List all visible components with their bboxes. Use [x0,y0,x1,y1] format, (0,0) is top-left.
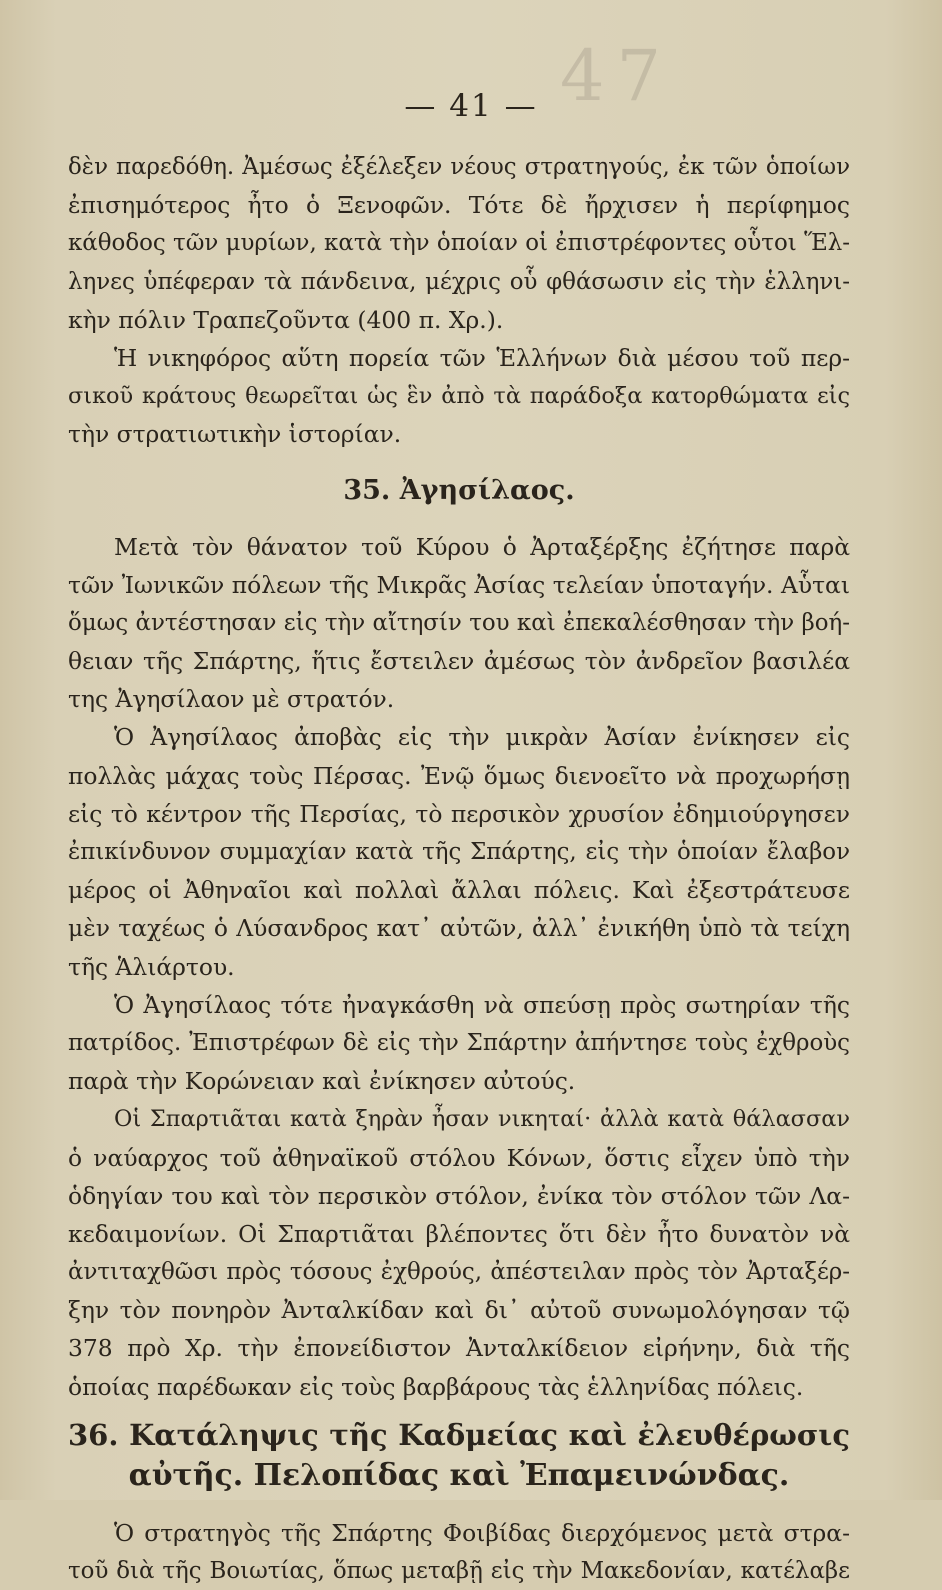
page-number: — 41 — [404,88,538,124]
text-line: Ὁ Ἀγησίλαος τότε ἠναγκάσθη νὰ σπεύσῃ πρὸς σωτηρίαν τῆς [114,990,850,1019]
text-line: ληνες ὑπέφεραν τὰ πάνδεινα, μέχρις οὗ φθάσωσιν εἰς τὴν ἑλληνι- [68,268,850,295]
section-heading: 36. Κατάληψις τῆς Καδμείας καὶ ἐλευθέρωσις [68,1417,850,1452]
text-line: μέρος οἱ Ἀθηναῖοι καὶ πολλαὶ ἄλλαι πόλεις. Καὶ ἐξεστράτευσε [68,876,850,905]
text-line: ἐπισημότερος ἦτο ὁ Ξενοφῶν. Τότε δὲ ἤρχισεν ἡ περίφημος [68,191,850,220]
section-heading-continuation: αὐτῆς. Πελοπίδας καὶ Ἐπαμεινώνδας. [128,1457,790,1493]
text-line: ἀντιταχθῶσι πρὸς τόσους ἐχθρούς, ἀπέστειλαν πρὸς τὸν Ἀρταξέρ- [68,1259,850,1286]
text-line: Ὁ στρατηγὸς τῆς Σπάρτης Φοιβίδας διερχόμενος μετὰ στρα- [114,1518,850,1547]
text-line: τὴν στρατιωτικὴν ἱστορίαν. [68,420,402,449]
text-line: της Ἀγησίλαον μὲ στρατόν. [68,685,395,714]
text-line: ὁποίας παρέδωκαν εἰς τοὺς βαρβάρους τὰς ἑλληνίδας πόλεις. [68,1372,804,1401]
text-line: ὁδηγίαν του καὶ τὸν περσικὸν στόλον, ἐνίκα τὸν στόλον τῶν Λα- [68,1181,850,1210]
text-line: παρὰ τὴν Κορώνειαν καὶ ἐνίκησεν αὐτούς. [68,1067,576,1096]
text-line: Ὁ Ἀγησίλαος ἀποβὰς εἰς τὴν μικρὰν Ἀσίαν ἐνίκησεν εἰς [114,723,850,752]
page-body [68,148,850,1590]
text-line: 378 πρὸ Χρ. τὴν ἐπονείδιστον Ἀνταλκίδειον εἰρήνην, διὰ τῆς [68,1334,850,1363]
text-line: εἰς τὸ κέντρον τῆς Περσίας, τὸ περσικὸν χρυσίον ἐδημιούργησεν [68,799,850,828]
text-line: σικοῦ κράτους θεωρεῖται ὡς ἓν ἀπὸ τὰ παράδοξα κατορθώματα εἰς [68,383,850,410]
text-line: τῆς Ἁλιάρτου. [68,952,235,981]
text-line: μὲν ταχέως ὁ Λύσανδρος κατ᾽ αὐτῶν, ἀλλ᾽ ἐνικήθη ὑπὸ τὰ τείχη [68,914,850,943]
text-line: ὁ ναύαρχος τοῦ ἀθηναϊκοῦ στόλου Κόνων, ὅστις εἶχεν ὑπὸ τὴν [68,1143,850,1172]
text-line: Ἡ νικηφόρος αὕτη πορεία τῶν Ἑλλήνων διὰ μέσου τοῦ περ- [114,343,850,372]
text-line: πατρίδος. Ἐπιστρέφων δὲ εἰς τὴν Σπάρτην ἀπήντησε τοὺς ἐχθροὺς [68,1029,850,1056]
text-line: ξην τὸν πονηρὸν Ἀνταλκίδαν καὶ δι᾽ αὐτοῦ συνωμολόγησαν τῷ [68,1296,850,1325]
text-line: πολλὰς μάχας τοὺς Πέρσας. Ἐνῷ ὅμως διενοεῖτο νὰ προχωρήσῃ [68,761,850,790]
text-line: κὴν πόλιν Τραπεζοῦντα (400 π. Χρ.). [68,305,504,334]
text-line: δὲν παρεδόθη. Ἀμέσως ἐξέλεξεν νέους στρατηγούς, ἐκ τῶν ὁποίων [68,154,850,180]
section-heading: 35. Ἀγησίλαος. [343,474,575,506]
text-line: τῶν Ἰωνικῶν πόλεων τῆς Μικρᾶς Ἀσίας τελείαν ὑποταγήν. Αὗται [68,570,850,599]
text-line: τοῦ διὰ τῆς Βοιωτίας, ὅπως μεταβῇ εἰς τὴν Μακεδονίαν, κατέλαβε [68,1558,850,1584]
pencil-annotation: 47 [560,35,674,117]
text-line: ὅμως ἀντέστησαν εἰς τὴν αἴτησίν του καὶ ἐπεκαλέσθησαν τὴν βοή- [68,609,850,636]
text-line: Μετὰ τὸν θάνατον τοῦ Κύρου ὁ Ἀρταξέρξης ἐζήτησε παρὰ [114,532,850,561]
text-line: ἐπικίνδυνον συμμαχίαν κατὰ τῆς Σπάρτης, εἰς τὴν ὁποίαν ἔλαβον [68,839,850,865]
text-line: κεδαιμονίων. Οἱ Σπαρτιᾶται βλέποντες ὅτι δὲν ἦτο δυνατὸν νὰ [68,1219,850,1248]
text-line: κάθοδος τῶν μυρίων, κατὰ τὴν ὁποίαν οἱ ἐπιστρέφοντες οὗτοι Ἕλ- [68,230,850,257]
text-line: θειαν τῆς Σπάρτης, ἥτις ἔστειλεν ἀμέσως τὸν ἀνδρεῖον βασιλέα [68,647,850,676]
text-line: Οἱ Σπαρτιᾶται κατὰ ξηρὰν ἦσαν νικηταί· ἀλλὰ κατὰ θάλασσαν [114,1106,850,1133]
